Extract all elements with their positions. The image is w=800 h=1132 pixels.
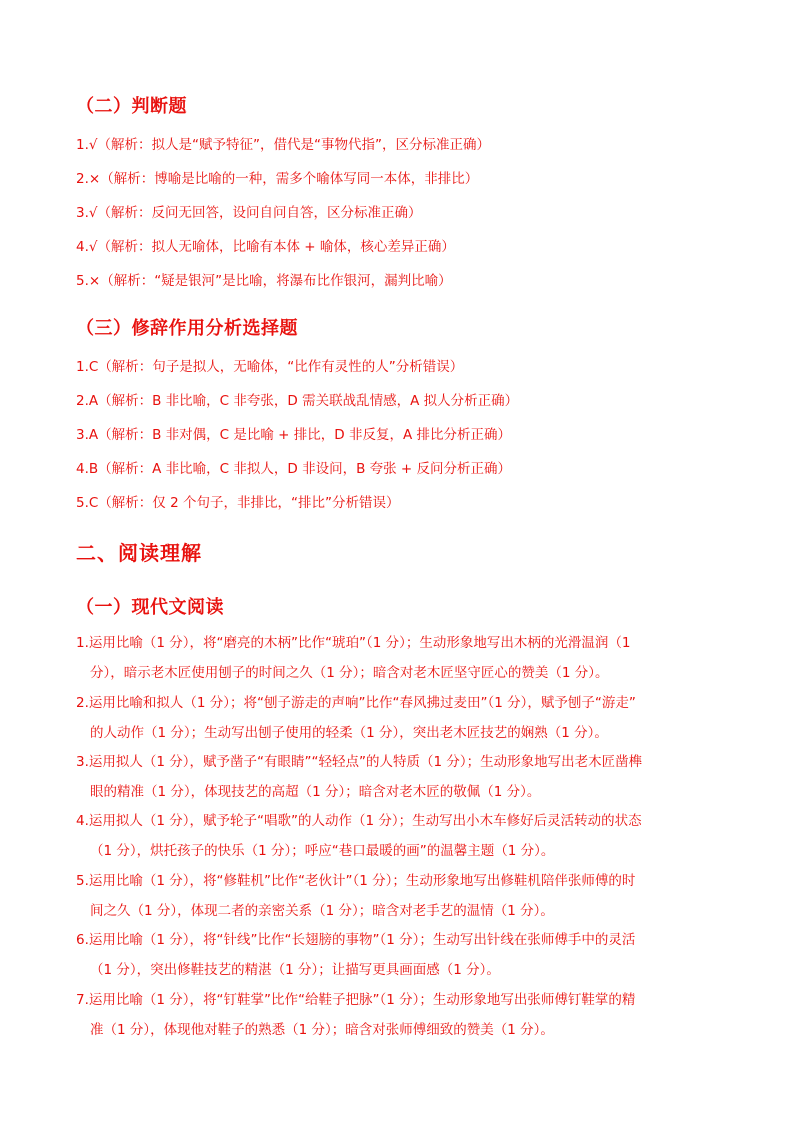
modern-item-line: 眼的精准（1 分），体现技艺的高超（1 分）；暗含对老木匠的敬佩（1 分）。	[90, 784, 541, 800]
modern-item-line: 4.运用拟人（1 分），赋予轮子“唱歌”的人动作（1 分）；生动写出小木车修好后灵活转动的状态	[76, 813, 642, 829]
judge-item: 1.√（解析：拟人是“赋予特征”，借代是“事物代指”，区分标准正确）	[76, 137, 490, 153]
modern-item-line: （1 分），突出修鞋技艺的精湛（1 分）；让描写更具画面感（1 分）。	[90, 962, 500, 978]
modern-item	[76, 925, 736, 985]
modern-item-line: 7.运用比喻（1 分），将“钉鞋掌”比作“给鞋子把脉”（1 分）；生动形象地写出张师傅钉鞋掌的精	[76, 992, 636, 1008]
part-heading-reading: 二、阅读理解	[76, 541, 202, 565]
modern-item-line: 的人动作（1 分）；生动写出刨子使用的轻柔（1 分），突出老木匠技艺的娴熟（1 分）。	[90, 725, 608, 741]
modern-item	[76, 806, 736, 866]
modern-item	[76, 866, 736, 926]
judge-item: 3.√（解析：反问无回答，设问自问自答，区分标准正确）	[76, 205, 422, 221]
modern-item	[76, 628, 736, 688]
modern-item-line: 3.运用拟人（1 分），赋予凿子“有眼睛”“轻轻点”的人特质（1 分）；生动形象地写出老木匠凿榫	[76, 754, 643, 770]
choice-item: 5.C（解析：仅 2 个句子，非排比，“排比”分析错误）	[76, 495, 400, 511]
modern-item-line: 间之久（1 分），体现二者的亲密关系（1 分）；暗含对老手艺的温情（1 分）。	[90, 903, 554, 919]
modern-item-line: 2.运用比喻和拟人（1 分）；将“刨子游走的声响”比作“春风拂过麦田”（1 分），赋予刨子“游走”	[76, 695, 636, 711]
modern-item-line: 5.运用比喻（1 分），将“修鞋机”比作“老伙计”（1 分）；生动形象地写出修鞋机陪伴张师傅的时	[76, 873, 636, 889]
judge-item: 5.×（解析：“疑是银河”是比喻，将瀑布比作银河，漏判比喻）	[76, 273, 452, 289]
modern-item	[76, 747, 736, 807]
modern-item-line: 分），暗示老木匠使用刨子的时间之久（1 分）；暗含对老木匠坚守匠心的赞美（1 分）。	[90, 665, 609, 681]
modern-item	[76, 688, 736, 748]
modern-item-line: 1.运用比喻（1 分），将“磨亮的木柄”比作“琥珀”（1 分）；生动形象地写出木柄的光滑温润（1	[76, 635, 631, 651]
choice-item: 1.C（解析：句子是拟人，无喻体，“比作有灵性的人”分析错误）	[76, 359, 464, 375]
section-heading-choice: （三）修辞作用分析选择题	[76, 318, 298, 339]
choice-item: 3.A（解析：B 非对偶，C 是比喻 + 排比，D 非反复，A 排比分析正确）	[76, 427, 511, 443]
choice-item: 4.B（解析：A 非比喻，C 非拟人，D 非设问，B 夸张 + 反问分析正确）	[76, 461, 512, 477]
section-heading-modern: （一）现代文阅读	[76, 597, 224, 618]
section-heading-judge: （二）判断题	[76, 96, 187, 117]
choice-item: 2.A（解析：B 非比喻，C 非夸张，D 需关联战乱情感，A 拟人分析正确）	[76, 393, 519, 409]
judge-item: 4.√（解析：拟人无喻体，比喻有本体 + 喻体，核心差异正确）	[76, 239, 455, 255]
modern-item-line: （1 分），烘托孩子的快乐（1 分）；呼应“巷口最暖的画”的温馨主题（1 分）。	[90, 843, 555, 859]
modern-item-line: 准（1 分），体现他对鞋子的熟悉（1 分）；暗含对张师傅细致的赞美（1 分）。	[90, 1022, 554, 1038]
modern-item-line: 6.运用比喻（1 分），将“针线”比作“长翅膀的事物”（1 分）；生动写出针线在张师傅手中的灵活	[76, 932, 636, 948]
judge-item: 2.×（解析：博喻是比喻的一种，需多个喻体写同一本体，非排比）	[76, 171, 479, 187]
modern-item	[76, 985, 736, 1045]
